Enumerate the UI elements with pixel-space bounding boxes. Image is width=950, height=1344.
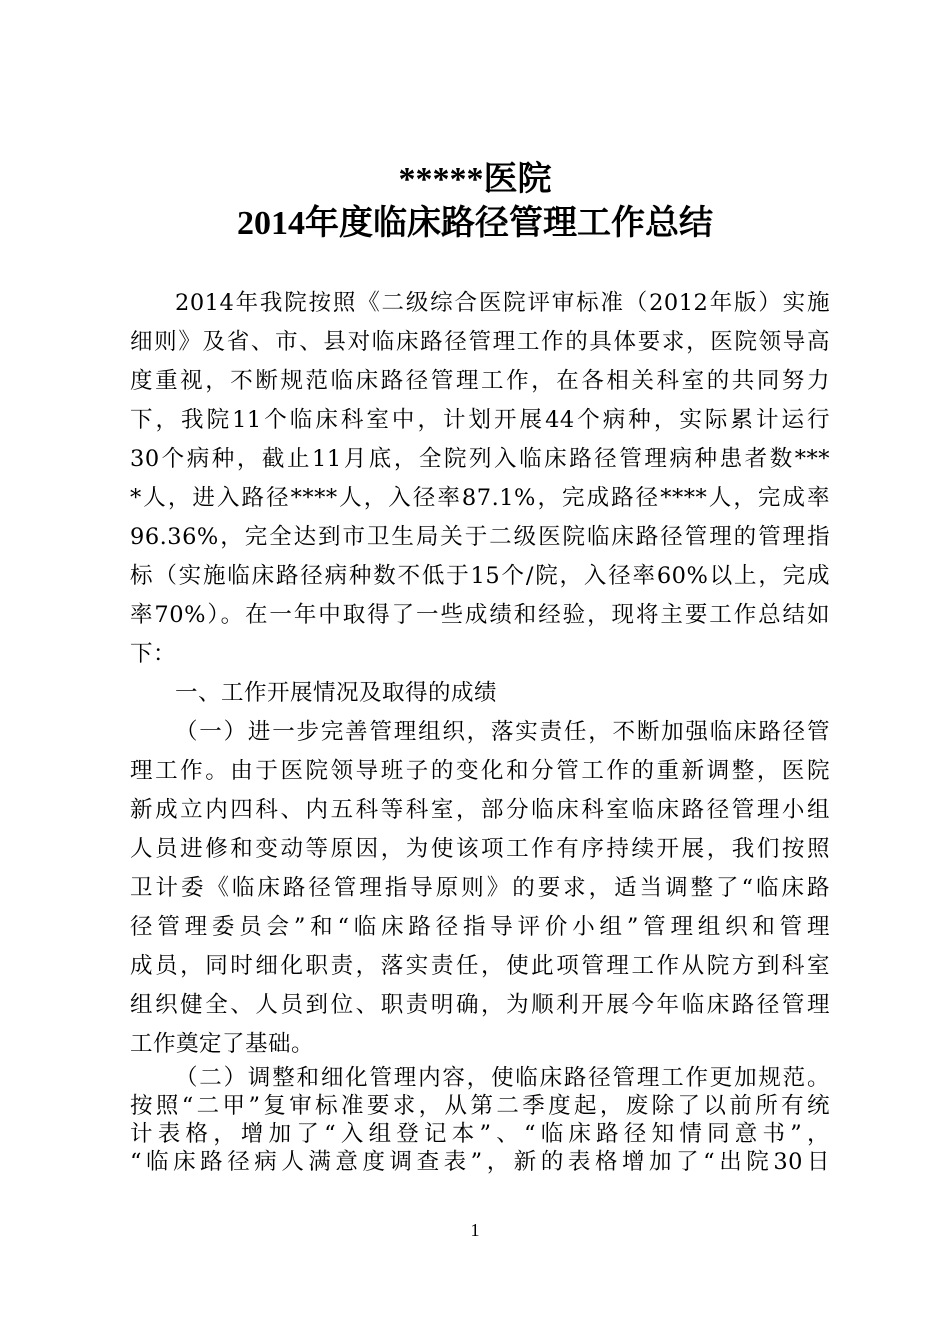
text-line: 度重视，不断规范临床路径管理工作，在各相关科室的共同努力 xyxy=(130,368,830,394)
text-line: 标（实施临床路径病种数不低于15个/院，入径率60%以上，完成 xyxy=(130,563,830,589)
text-line: 2014年我院按照《二级综合医院评审标准（2012年版）实施 xyxy=(175,290,830,316)
paragraph-content-adjustment xyxy=(130,1064,830,1176)
text-line: 率70%）。在一年中取得了一些成绩和经验，现将主要工作总结如 xyxy=(130,602,830,628)
section-heading: 一、工作开展情况及取得的成绩 xyxy=(175,680,498,706)
text-line: 新成立内四科、内五科等科室，部分临床科室临床路径管理小组 xyxy=(130,797,830,823)
document-title-hospital: *****医院 xyxy=(398,161,552,198)
paragraph-organization xyxy=(130,713,830,1064)
document-body xyxy=(130,284,830,1176)
text-line: 96.36%，完全达到市卫生局关于二级医院临床路径管理的管理指 xyxy=(130,524,830,550)
text-line: 下： xyxy=(130,641,177,667)
paragraph-intro xyxy=(130,284,830,674)
text-line: （一）进一步完善管理组织，落实责任，不断加强临床路径管 xyxy=(175,719,830,745)
text-line: 理工作。由于医院领导班子的变化和分管工作的重新调整，医院 xyxy=(130,758,830,784)
document-title-main: 2014年度临床路径管理工作总结 xyxy=(237,205,713,242)
text-line: 下，我院11个临床科室中，计划开展44个病种，实际累计运行 xyxy=(130,407,830,433)
text-line: 按照“二甲”复审标准要求，从第二季度起，废除了以前所有统 xyxy=(130,1093,830,1119)
text-line: 人员进修和变动等原因，为使该项工作有序持续开展，我们按照 xyxy=(130,836,830,862)
text-line: “临床路径病人满意度调查表”，新的表格增加了“出院30日 xyxy=(130,1149,830,1175)
text-line: 工作奠定了基础。 xyxy=(130,1031,315,1057)
text-line: 径管理委员会”和“临床路径指导评价小组”管理组织和管理 xyxy=(130,914,830,940)
text-line: 卫计委《临床路径管理指导原则》的要求，适当调整了“临床路 xyxy=(130,875,830,901)
text-line: 计表格，增加了“入组登记本”、“临床路径知情同意书”， xyxy=(130,1121,830,1147)
text-line: 30个病种，截止11月底，全院列入临床路径管理病种患者数*** xyxy=(130,446,830,472)
page-number: 1 xyxy=(470,1220,480,1240)
text-line: 细则》及省、市、县对临床路径管理工作的具体要求，医院领导高 xyxy=(130,329,830,355)
text-line: *人，进入路径****人，入径率87.1%，完成路径****人，完成率 xyxy=(130,485,830,511)
text-line: 组织健全、人员到位、职责明确，为顺利开展今年临床路径管理 xyxy=(130,992,830,1018)
text-line: （二）调整和细化管理内容，使临床路径管理工作更加规范。 xyxy=(175,1065,830,1091)
text-line: 成员，同时细化职责，落实责任，使此项管理工作从院方到科室 xyxy=(130,953,830,979)
